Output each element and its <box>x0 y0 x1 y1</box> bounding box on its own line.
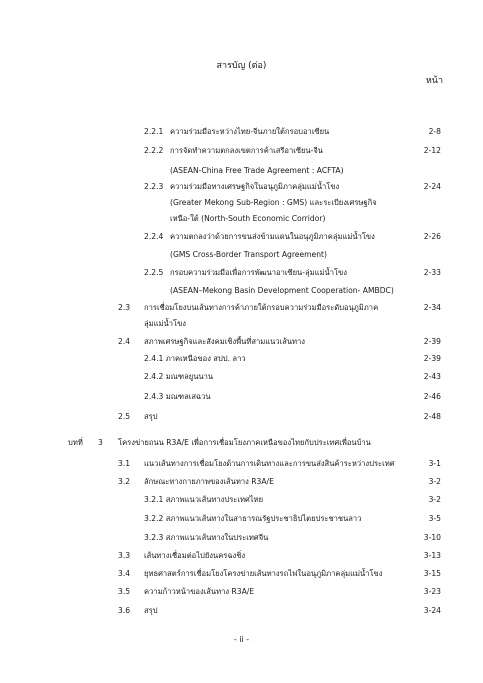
toc-entry-continuation <box>0 283 483 299</box>
toc-number: 2.2.5 <box>144 268 164 277</box>
toc-text: 2.4.3 มณฑลเสฉวน <box>144 392 211 401</box>
toc-number: 2.2.4 <box>144 232 164 241</box>
toc-entry[interactable] <box>0 474 483 490</box>
toc-text: เส้นทางเชื่อมต่อไปยังนครฉงชิ่ง <box>144 551 246 560</box>
toc-number: 2.2.3 <box>144 182 164 191</box>
toc-entry[interactable] <box>0 389 483 405</box>
toc-entry[interactable] <box>0 124 483 140</box>
toc-text: ความร่วมมือทางเศรษฐกิจในอนุภูมิภาคลุ่มแม่น้ำโขง <box>170 182 340 191</box>
toc-text: 3.2.3 สภาพแนวเส้นทางในประเทศจีน <box>144 533 269 542</box>
toc-page-number: 2-34 <box>423 303 441 312</box>
toc-entry-continuation <box>0 195 483 211</box>
toc-text: สภาพเศรษฐกิจและสังคมเชิงพื้นที่สามแนวเส้นทาง <box>144 337 306 346</box>
toc-number: 2.3 <box>118 303 131 312</box>
toc-page-number: 3-2 <box>428 477 441 486</box>
toc-entry[interactable] <box>0 369 483 385</box>
toc-page-number: 2-24 <box>423 182 441 191</box>
chapter-title: โครงข่ายถนน R3A/E เพื่อการเชื่อมโยงภาคเหนือของไทยกับประเทศเพื่อนบ้าน <box>118 438 371 447</box>
toc-page-number: 2-39 <box>423 354 441 363</box>
toc-page-number: 3-15 <box>423 569 441 578</box>
toc-page-number: 2-39 <box>423 337 441 346</box>
toc-number: 3.4 <box>118 569 131 578</box>
toc-page-number: 3-2 <box>428 495 441 504</box>
toc-text: สรุป <box>144 606 158 615</box>
toc-text: 2.4.2 มณฑลยูนนาน <box>144 372 214 381</box>
toc-entry[interactable] <box>0 584 483 600</box>
toc-entry[interactable] <box>0 351 483 367</box>
toc-text: สรุป <box>144 412 158 421</box>
toc-text: ความตกลงว่าด้วยการขนส่งข้ามแดนในอนุภูมิภาคลุ่มแม่น้ำโขง <box>170 232 375 241</box>
toc-entry[interactable] <box>0 456 483 472</box>
toc-page-number: 3-23 <box>423 587 441 596</box>
toc-number: 3.1 <box>118 459 131 468</box>
toc-text: 3.2.1 สภาพแนวเส้นทางประเทศไทย <box>144 495 264 504</box>
toc-page-number: 3-5 <box>428 514 441 523</box>
toc-page-number: 3-1 <box>428 459 441 468</box>
toc-text: ความร่วมมือระหว่างไทย-จีนภายใต้กรอบอาเซียน <box>170 127 330 136</box>
toc-entry-continuation <box>0 316 483 332</box>
toc-text: (ASEAN–Mekong Basin Development Cooperation- AMBDC) <box>170 286 394 295</box>
toc-entry[interactable] <box>0 409 483 425</box>
toc-number: 2.5 <box>118 412 131 421</box>
toc-text: แนวเส้นทางการเชื่อมโยงด้านการเดินทางและการขนส่งสินค้าระหว่างประเทศ <box>144 459 395 468</box>
toc-entry-continuation <box>0 163 483 179</box>
toc-page-number: 2-8 <box>428 127 441 136</box>
toc-text: (Greater Mekong Sub-Region : GMS) และระเบียงเศรษฐกิจ <box>170 198 377 207</box>
toc-entry[interactable] <box>0 143 483 159</box>
toc-text: ลักษณะทางกายภาพของเส้นทาง R3A/E <box>144 477 274 486</box>
toc-page-number: 2-12 <box>423 146 441 155</box>
page-title: สารบัญ (ต่อ) <box>216 61 267 71</box>
toc-text: เหนือ-ใต้ (North-South Economic Corridor) <box>170 214 326 223</box>
toc-entry[interactable] <box>0 265 483 281</box>
footer-page-number: - ii - <box>233 635 250 644</box>
toc-text: 2.4.1 ภาคเหนือของ สปป. ลาว <box>144 354 246 363</box>
toc-page-number: 3-24 <box>423 606 441 615</box>
toc-number: 3.3 <box>118 551 131 560</box>
toc-number: 2.2.2 <box>144 146 164 155</box>
toc-page-number: 2-33 <box>423 268 441 277</box>
toc-entry[interactable] <box>0 300 483 316</box>
toc-text: กรอบความร่วมมือเพื่อการพัฒนาอาเซียน-ลุ่มแม่น้ำโขง <box>170 268 347 277</box>
toc-page-number: 2-43 <box>423 372 441 381</box>
toc-page-number: 3-13 <box>423 551 441 560</box>
toc-text: การจัดทำความตกลงเขตการค้าเสรีอาเซียน-จีน <box>170 146 324 155</box>
toc-entry[interactable] <box>0 179 483 195</box>
toc-text: การเชื่อมโยงบนเส้นทางการค้าภายใต้กรอบความร่วมมือระดับอนุภูมิภาค <box>144 303 379 312</box>
toc-text: ลุ่มแม่น้ำโขง <box>144 319 186 328</box>
toc-entry-continuation <box>0 247 483 263</box>
toc-number: 3.6 <box>118 606 131 615</box>
toc-text: (GMS Cross-Border Transport Agreement) <box>170 250 327 259</box>
page-column-label: หน้า <box>425 76 443 86</box>
toc-entry[interactable] <box>0 566 483 582</box>
chapter-number: 3 <box>98 438 103 447</box>
toc-text: ความก้าวหน้าของเส้นทาง R3A/E <box>144 587 255 596</box>
toc-number: 3.2 <box>118 477 131 486</box>
toc-entry[interactable] <box>0 530 483 546</box>
toc-entry[interactable] <box>0 603 483 619</box>
toc-entry[interactable] <box>0 229 483 245</box>
toc-page-number: 2-46 <box>423 392 441 401</box>
toc-entry[interactable] <box>0 492 483 508</box>
toc-number: 2.2.1 <box>144 127 164 136</box>
toc-text: (ASEAN-China Free Trade Agreement : ACFTA) <box>170 166 344 175</box>
toc-text: ยุทธศาสตร์การเชื่อมโยงโครงข่ายเส้นทางรถไฟในอนุภูมิภาคลุ่มแม่น้ำโขง <box>144 569 383 578</box>
toc-page-number: 2-26 <box>423 232 441 241</box>
chapter-label: บทที่ <box>68 438 83 447</box>
toc-number: 3.5 <box>118 587 131 596</box>
toc-number: 2.4 <box>118 337 131 346</box>
toc-entry[interactable] <box>0 334 483 350</box>
toc-page-number: 2-48 <box>423 412 441 421</box>
toc-entry[interactable] <box>0 548 483 564</box>
toc-page-number: 3-10 <box>423 533 441 542</box>
toc-chapter-heading[interactable] <box>0 435 483 451</box>
toc-entry-continuation <box>0 211 483 227</box>
toc-entry[interactable] <box>0 511 483 527</box>
toc-text: 3.2.2 สภาพแนวเส้นทางในสาธารณรัฐประชาธิปไตยประชาชนลาว <box>144 514 362 523</box>
